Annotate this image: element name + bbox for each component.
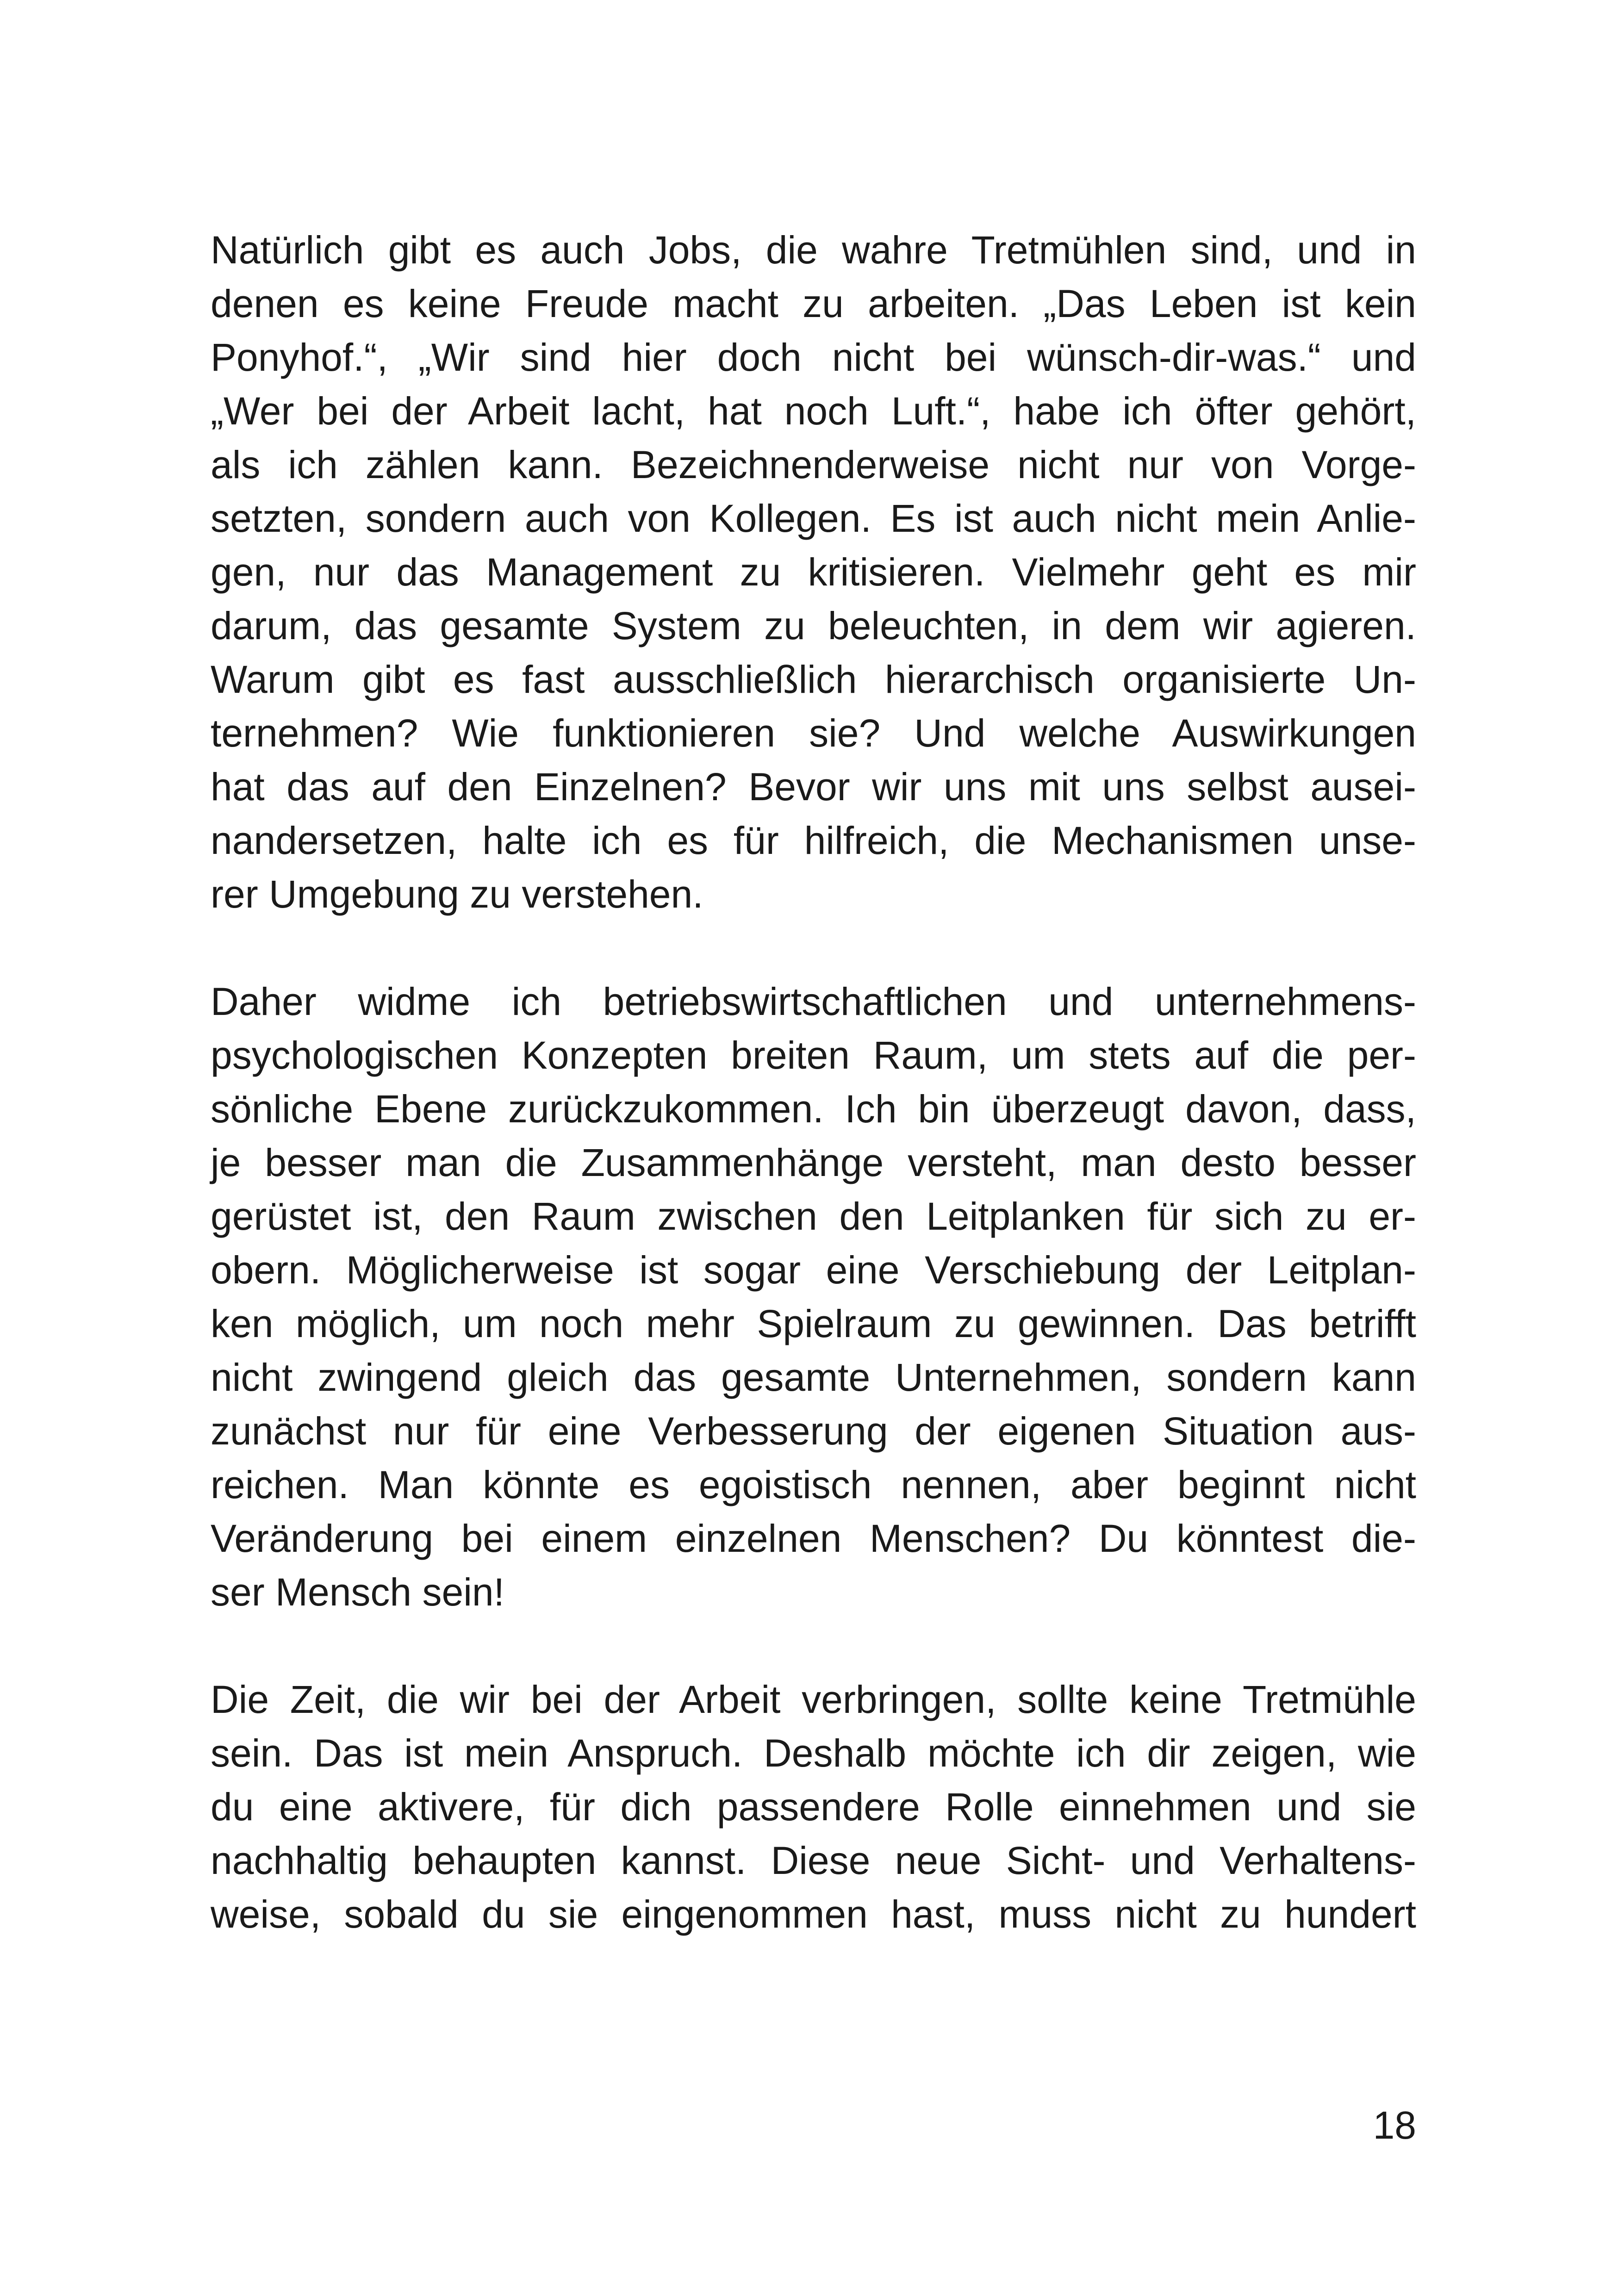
text-line: zunächst nur für eine Verbesserung der eigenen Situation aus- [211, 1409, 1416, 1453]
text-line: ken möglich, um noch mehr Spielraum zu gewinnen. Das betrifft [211, 1302, 1416, 1345]
text-line: ternehmen? Wie funktionieren sie? Und welche Auswirkungen [211, 711, 1416, 755]
text-line: nandersetzen, halte ich es für hilfreich, die Mechanismen unse- [211, 819, 1416, 862]
text-line: setzten, sondern auch von Kollegen. Es ist auch nicht mein Anlie- [211, 497, 1416, 540]
text-line: hat das auf den Einzelnen? Bevor wir uns mit uns selbst ausei- [211, 765, 1416, 809]
text-line: Ponyhof.“, „Wir sind hier doch nicht bei wünsch-dir-was.“ und [211, 336, 1416, 379]
paragraph [211, 975, 1416, 1619]
text-line: rer Umgebung zu verstehen. [211, 872, 703, 916]
paragraph [211, 223, 1416, 921]
text-line: weise, sobald du sie eingenommen hast, muss nicht zu hundert [211, 1892, 1416, 1936]
body-text [211, 223, 1416, 1995]
text-line: Daher widme ich betriebswirtschaftlichen und unternehmens- [211, 980, 1416, 1023]
text-line: als ich zählen kann. Bezeichnenderweise nicht nur von Vorge- [211, 443, 1416, 486]
text-line: nachhaltig behaupten kannst. Diese neue Sicht- und Verhaltens- [211, 1839, 1416, 1882]
text-line: du eine aktivere, für dich passendere Rolle einnehmen und sie [211, 1785, 1416, 1829]
text-line: Warum gibt es fast ausschließlich hierarchisch organisierte Un- [211, 658, 1416, 701]
text-line: darum, das gesamte System zu beleuchten, in dem wir agieren. [211, 604, 1416, 647]
text-line: sönliche Ebene zurückzukommen. Ich bin überzeugt davon, dass, [211, 1087, 1416, 1131]
paragraph [211, 1673, 1416, 1941]
text-line: sein. Das ist mein Anspruch. Deshalb möchte ich dir zeigen, wie [211, 1731, 1416, 1775]
text-line: reichen. Man könnte es egoistisch nennen, aber beginnt nicht [211, 1463, 1416, 1506]
text-line: Die Zeit, die wir bei der Arbeit verbringen, sollte keine Tretmühle [211, 1678, 1416, 1721]
text-line: „Wer bei der Arbeit lacht, hat noch Luft.“, habe ich öfter gehört, [211, 389, 1416, 433]
text-line: Veränderung bei einem einzelnen Menschen? Du könntest die- [211, 1517, 1416, 1560]
text-line: obern. Möglicherweise ist sogar eine Verschiebung der Leitplan- [211, 1248, 1416, 1292]
text-line: ser Mensch sein! [211, 1570, 504, 1614]
text-line: je besser man die Zusammenhänge versteht, man desto besser [211, 1141, 1416, 1184]
text-line: psychologischen Konzepten breiten Raum, um stets auf die per- [211, 1033, 1416, 1077]
text-line: gen, nur das Management zu kritisieren. Vielmehr geht es mir [211, 550, 1416, 594]
text-line: gerüstet ist, den Raum zwischen den Leitplanken für sich zu er- [211, 1195, 1416, 1238]
page-number: 18 [1373, 2103, 1416, 2147]
text-line: nicht zwingend gleich das gesamte Unternehmen, sondern kann [211, 1356, 1416, 1399]
text-line: denen es keine Freude macht zu arbeiten. „Das Leben ist kein [211, 282, 1416, 325]
text-line: Natürlich gibt es auch Jobs, die wahre Tretmühlen sind, und in [211, 228, 1416, 272]
